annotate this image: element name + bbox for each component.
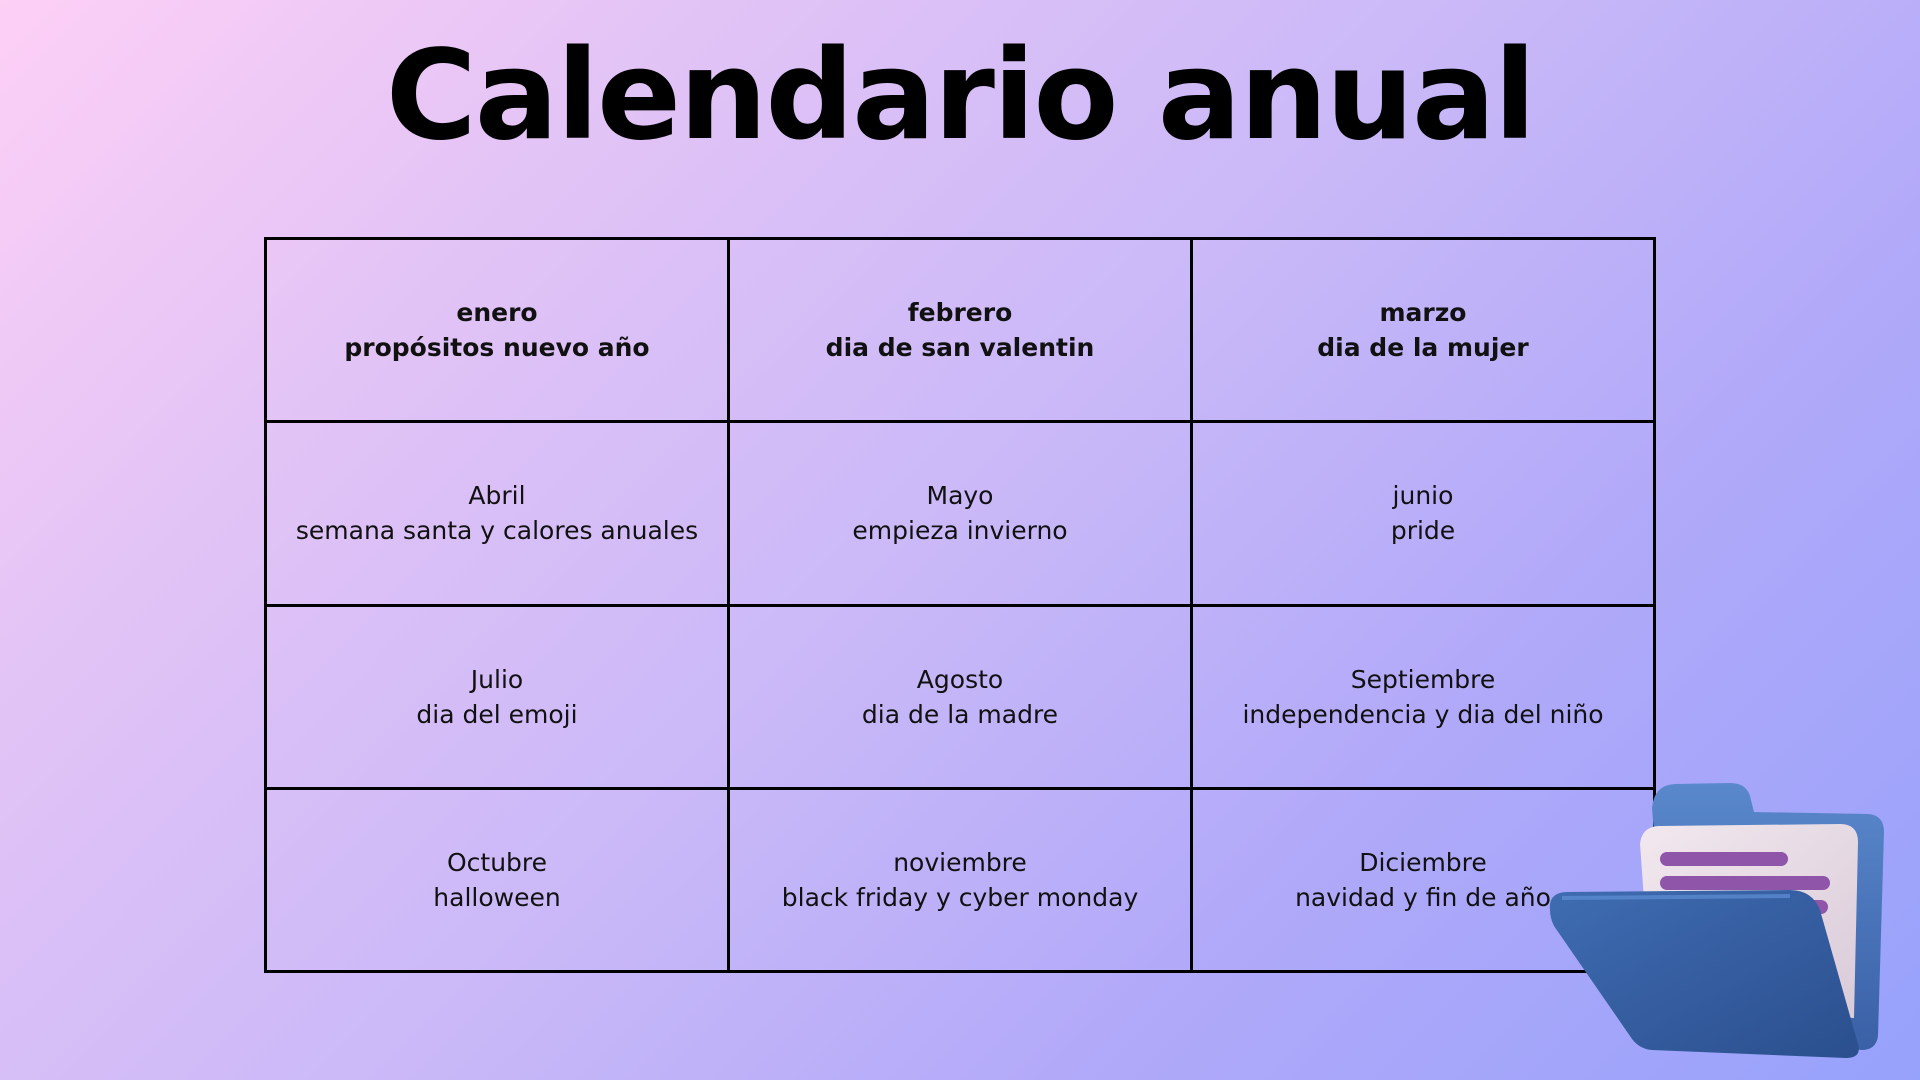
calendar-cell-enero [266, 239, 729, 422]
calendar-cell-agosto [729, 605, 1192, 788]
month-label: marzo [1379, 298, 1467, 328]
event-label: dia del emoji [416, 699, 578, 729]
event-label: halloween [433, 882, 561, 912]
calendar-row [266, 239, 1655, 422]
event-label: semana santa y calores anuales [295, 516, 699, 546]
event-label: dia de la madre [861, 699, 1059, 729]
calendar-cell-febrero [729, 239, 1192, 422]
calendar-cell-abril [266, 422, 729, 605]
month-label: Julio [470, 664, 524, 694]
month-label: febrero [907, 298, 1013, 328]
month-label: enero [456, 298, 538, 328]
month-label: Abril [468, 481, 526, 511]
month-label: Septiembre [1350, 664, 1496, 694]
month-label: Agosto [916, 664, 1004, 694]
event-label: empieza invierno [852, 516, 1068, 546]
month-label: Octubre [446, 847, 548, 877]
month-label: Diciembre [1359, 847, 1487, 877]
open-folder-icon [1540, 760, 1890, 1060]
page-title: Calendario anual [385, 24, 1535, 168]
month-label: noviembre [893, 847, 1027, 877]
calendar-cell-mayo [729, 422, 1192, 605]
event-label: dia de san valentin [825, 333, 1095, 363]
calendar-cell-noviembre [729, 788, 1192, 971]
event-label: dia de la mujer [1317, 333, 1529, 363]
calendar-cell-julio [266, 605, 729, 788]
event-label: navidad y fin de año [1295, 882, 1551, 912]
event-label: pride [1390, 516, 1456, 546]
calendar-row [266, 605, 1655, 788]
event-label: independencia y dia del niño [1242, 699, 1604, 729]
event-label: black friday y cyber monday [781, 882, 1139, 912]
month-label: junio [1392, 481, 1454, 511]
event-label: propósitos nuevo año [344, 333, 650, 363]
calendar-cell-junio [1192, 422, 1655, 605]
calendar-row [266, 422, 1655, 605]
calendar-row [266, 788, 1655, 971]
month-label: Mayo [926, 481, 994, 511]
calendar-cell-octubre [266, 788, 729, 971]
calendar-table [264, 237, 1656, 973]
calendar-cell-marzo [1192, 239, 1655, 422]
